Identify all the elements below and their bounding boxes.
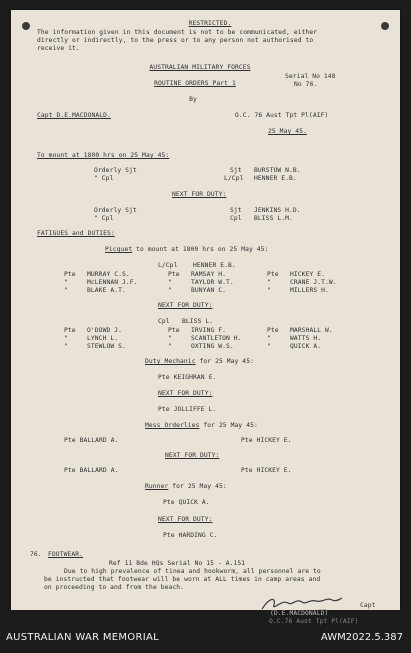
rank: Pte — [168, 327, 180, 334]
rank: " — [267, 335, 271, 342]
rank: " — [64, 279, 68, 286]
soldier-name: O'DOWD J. — [87, 327, 123, 334]
duty-mechanic-label: Duty Mechanic — [145, 358, 196, 365]
soldier-name: Pte HICKEY E. — [241, 467, 292, 474]
rank: " — [168, 279, 172, 286]
rank: " — [168, 335, 172, 342]
rank: Sjt — [230, 167, 242, 174]
item-title: FOOTWEAR. — [48, 551, 84, 558]
officer-appointment: O.C. 76 Aust Tpt Pl(AIF) — [235, 112, 329, 119]
next-for-duty-heading: NEXT FOR DUTY: — [158, 302, 213, 309]
next-for-duty-heading: NEXT FOR DUTY: — [165, 452, 220, 459]
soldier-name: IRVING F. — [191, 327, 227, 334]
soldier-name: JENKINS H.D. — [254, 207, 301, 214]
rank: " — [267, 279, 271, 286]
soldier-name: QUICK A. — [290, 343, 322, 350]
notice-line: The information given in this document is not to be communicated, either — [37, 29, 318, 36]
soldier-name: LYNCH L. — [87, 335, 119, 342]
paragraph-line: be instructed that footwear will be worn at ALL times in camp areas and — [44, 576, 321, 583]
mess-orderlies-heading — [145, 422, 258, 429]
paragraph-line: Due to high prevalence of tinea and hookworm, all personnel are to — [64, 568, 321, 575]
soldier-name: MURRAY C.S. — [87, 271, 130, 278]
runner-label: Runner — [145, 483, 169, 490]
punch-hole — [381, 22, 389, 30]
soldier-name: BLISS L. — [182, 318, 214, 325]
duty-role: " Cpl — [94, 215, 114, 222]
officer-name: Capt D.E.MACDONALD. — [37, 112, 111, 119]
soldier-name: Pte HARDING C. — [163, 532, 218, 539]
order-number: No 76. — [294, 81, 318, 88]
soldier-name: HICKEY E. — [290, 271, 326, 278]
punch-hole — [22, 22, 30, 30]
soldier-name: Pte HICKEY E. — [241, 437, 292, 444]
rank: Pte — [267, 327, 279, 334]
picquet-line — [105, 246, 268, 253]
rank: Pte — [267, 271, 279, 278]
soldier-name: BLAKE A.T. — [87, 287, 126, 294]
rank: Cpl — [230, 215, 242, 222]
soldier-name: STEWLOW S. — [87, 343, 126, 350]
soldier-name: Pte BALLARD A. — [64, 467, 119, 474]
notice-line: directly or indirectly, to the press or to any person not authorised to — [37, 37, 314, 44]
footer-accession: AWM2022.5.387 — [320, 632, 403, 643]
soldier-name: BUNYAN C. — [191, 287, 227, 294]
duty-role: " Cpl — [94, 175, 114, 182]
paragraph-line: on proceeding to and from the beach. — [44, 584, 185, 591]
rank: Pte — [64, 327, 76, 334]
rank: " — [267, 343, 271, 350]
soldier-name: Pte KEIGHRAN E. — [158, 374, 217, 381]
soldier-name: SCANTLETON H. — [191, 335, 242, 342]
soldier-name: TAYLOR W.T. — [191, 279, 234, 286]
rank: Pte — [168, 271, 180, 278]
rank: Sjt — [230, 207, 242, 214]
soldier-name: HENNER E.B. — [193, 262, 236, 269]
soldier-name: MILLERS H. — [290, 287, 329, 294]
picquet-label: Picquet — [105, 246, 133, 253]
rank: " — [168, 287, 172, 294]
rank: L/Cpl — [158, 262, 178, 269]
soldier-name: OXTING W.S. — [191, 343, 234, 350]
rank: Pte — [64, 271, 76, 278]
section-title: FATIGUES and DUTIES: — [37, 230, 115, 237]
soldier-name: McLENNAN J.F. — [87, 279, 138, 286]
soldier-name: WATTS H. — [290, 335, 322, 342]
next-for-duty-heading: NEXT FOR DUTY: — [158, 516, 213, 523]
footer-institution: AUSTRALIAN WAR MEMORIAL — [6, 632, 159, 643]
reference: Ref 11 Bde HQs Serial No 15 - A.151 — [109, 560, 246, 567]
force-heading: AUSTRALIAN MILITARY FORCES — [149, 64, 251, 71]
item-number: 76. — [30, 551, 42, 558]
by-label: By — [189, 96, 197, 103]
duty-mechanic-date: for 25 May 45: — [199, 358, 254, 365]
soldier-name: HENNER E.B. — [254, 175, 297, 182]
serial-number: Serial No 148 — [285, 73, 336, 80]
order-date: 25 May 45. — [268, 128, 307, 135]
soldier-name: Pte BALLARD A. — [64, 437, 119, 444]
rank: " — [168, 343, 172, 350]
rank: " — [64, 335, 68, 342]
rank: " — [64, 287, 68, 294]
duty-role: Orderly Sjt — [94, 167, 137, 174]
section-title: To mount at 1800 hrs on 25 May 45: — [37, 152, 170, 159]
signoff-unit: O.C.76 Aust Tpt Pl(AIF) — [269, 618, 359, 625]
soldier-name: CRANE J.T.W. — [290, 279, 337, 286]
mess-orderlies-label: Mess Orderlies — [145, 422, 200, 429]
runner-heading — [145, 483, 227, 490]
rank: L/Cpl — [224, 175, 244, 182]
soldier-name: Pte JOLLIFFE L. — [158, 406, 217, 413]
next-for-duty-heading: NEXT FOR DUTY: — [172, 191, 227, 198]
duty-mechanic-heading — [145, 358, 254, 365]
picquet-detail: to mount at 1800 hrs on 25 May 45: — [136, 246, 269, 253]
next-for-duty-heading: NEXT FOR DUTY: — [158, 390, 213, 397]
orders-heading: ROUTINE ORDERS Part 1 — [154, 80, 236, 87]
soldier-name: Pte QUICK A. — [163, 499, 210, 506]
classification-heading: RESTRICTED. — [188, 20, 232, 27]
soldier-name: BURSTOW N.B. — [254, 167, 301, 174]
notice-line: receive it. — [37, 45, 80, 52]
soldier-name: MARSHALL W. — [290, 327, 333, 334]
rank: " — [267, 287, 271, 294]
soldier-name: BLISS L.M. — [254, 215, 293, 222]
rank: Cpl — [158, 318, 170, 325]
signoff-rank: Capt — [360, 602, 376, 609]
signoff-name: (D.E.MACDONALD) — [270, 610, 329, 617]
archive-footer — [0, 610, 411, 653]
soldier-name: RAMSAY H. — [191, 271, 227, 278]
mess-orderlies-date: for 25 May 45: — [203, 422, 258, 429]
duty-role: Orderly Sjt — [94, 207, 137, 214]
rank: " — [64, 343, 68, 350]
runner-date: for 25 May 45: — [172, 483, 227, 490]
